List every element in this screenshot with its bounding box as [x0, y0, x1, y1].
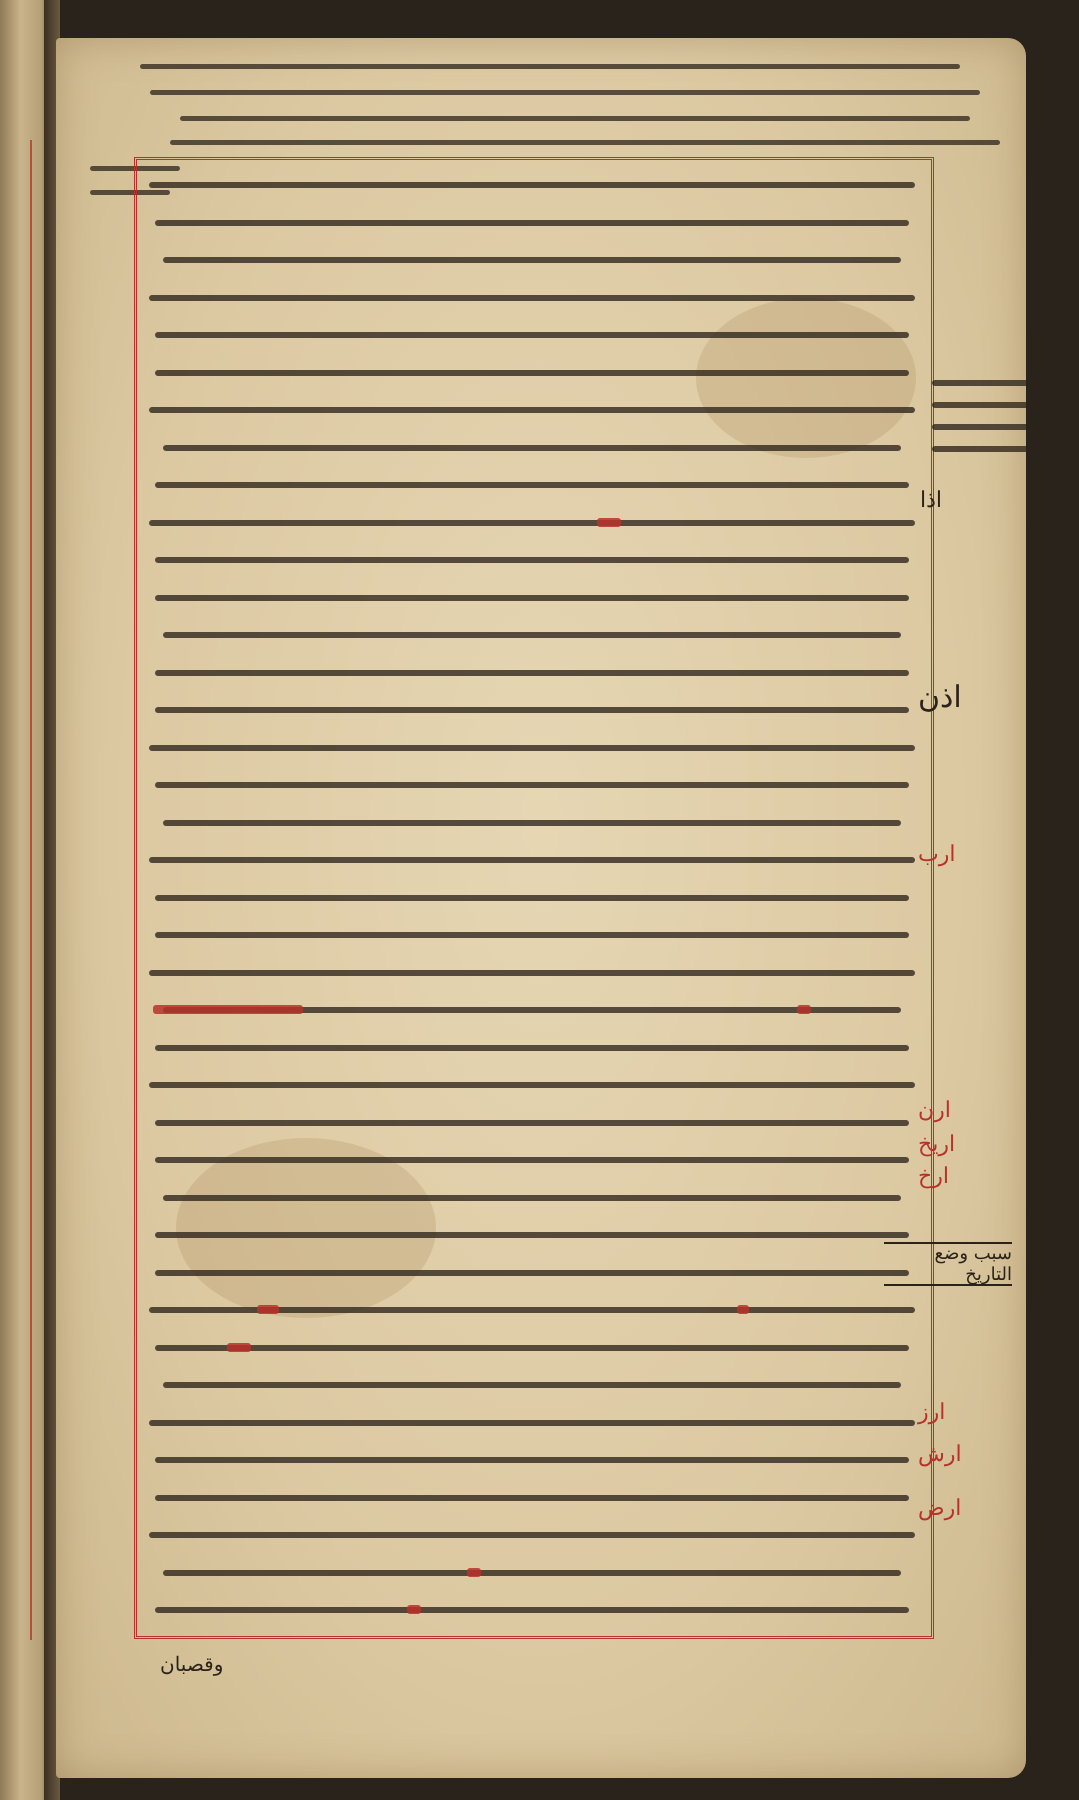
margin-note-idha: اذا: [920, 488, 943, 513]
rubric-mark: [153, 1005, 303, 1014]
catchword: وقصبان: [160, 1652, 224, 1676]
manuscript-text-line: [163, 257, 901, 263]
manuscript-text-line: [149, 970, 915, 976]
manuscript-text-line: [155, 670, 909, 676]
manuscript-text-line: [149, 182, 915, 188]
manuscript-text-line: [155, 1270, 909, 1276]
margin-note-arb: ارب: [918, 842, 956, 867]
main-text-block: [134, 157, 934, 1639]
manuscript-text-line: [149, 520, 915, 526]
margin-note-arsh: ارش: [918, 1442, 962, 1467]
margin-note-arkh: ارخ: [918, 1164, 949, 1189]
manuscript-text-line: [155, 1045, 909, 1051]
manuscript-text-line: [149, 407, 915, 413]
facing-page-red-ruling: [30, 140, 32, 1640]
manuscript-text-line: [155, 1232, 909, 1238]
rubric-mark: [227, 1343, 251, 1352]
manuscript-text-line: [155, 895, 909, 901]
manuscript-text-line: [149, 857, 915, 863]
rubric-mark: [597, 518, 621, 527]
margin-heading: [884, 1242, 1012, 1286]
manuscript-text-line: [155, 482, 909, 488]
manuscript-text-line: [155, 1457, 909, 1463]
manuscript-text-line: [155, 557, 909, 563]
manuscript-text-line: [155, 782, 909, 788]
manuscript-text-line: [155, 932, 909, 938]
manuscript-text-line: [149, 1532, 915, 1538]
manuscript-text-line: [163, 820, 901, 826]
manuscript-text-line: [155, 370, 909, 376]
manuscript-text-line: [163, 445, 901, 451]
manuscript-text-line: [149, 1420, 915, 1426]
manuscript-text-line: [155, 1120, 909, 1126]
manuscript-text-line: [155, 1607, 909, 1613]
manuscript-text-line: [163, 1195, 901, 1201]
manuscript-text-line: [163, 1382, 901, 1388]
manuscript-text-line: [155, 595, 909, 601]
margin-note-arz: ارز: [918, 1400, 946, 1425]
rubric-mark: [257, 1305, 279, 1314]
margin-note-arikh: اريخ: [918, 1132, 956, 1157]
margin-note-arn: ارن: [918, 1098, 951, 1123]
rubric-mark: [407, 1605, 421, 1614]
manuscript-text-line: [163, 632, 901, 638]
manuscript-text-line: [155, 332, 909, 338]
manuscript-text-line: [155, 1157, 909, 1163]
margin-note-ard: ارض: [918, 1496, 962, 1521]
manuscript-text-line: [155, 220, 909, 226]
margin-note-idhan: اذن: [918, 680, 962, 715]
rubric-mark: [737, 1305, 749, 1314]
manuscript-text-line: [149, 745, 915, 751]
manuscript-text-line: [155, 1345, 909, 1351]
margin-heading-text: سبب وضع التاريخ: [934, 1243, 1012, 1285]
manuscript-text-line: [163, 1570, 901, 1576]
manuscript-text-line: [155, 707, 909, 713]
manuscript-text-line: [155, 1495, 909, 1501]
manuscript-text-line: [149, 295, 915, 301]
rubric-mark: [467, 1568, 481, 1577]
rubric-mark: [797, 1005, 811, 1014]
manuscript-text-line: [149, 1082, 915, 1088]
